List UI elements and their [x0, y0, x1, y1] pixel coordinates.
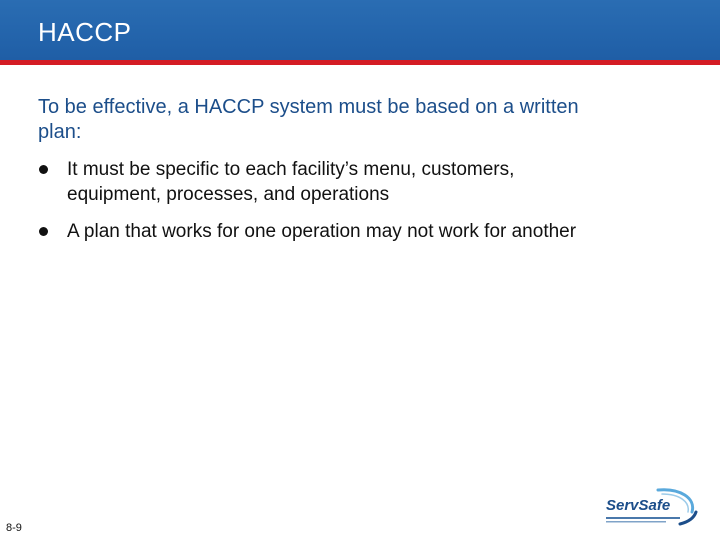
bullet-dot-icon	[39, 227, 48, 236]
bullet-list	[38, 157, 598, 256]
header-divider	[0, 60, 720, 65]
slide-number: 8-9	[6, 522, 22, 534]
bullet-text: It must be specific to each facility’s menu, customers, equipment, processes, and operations	[67, 159, 515, 205]
slide-title: HACCP	[38, 17, 132, 47]
bullet-item	[38, 157, 598, 207]
bullet-dot-icon	[39, 165, 48, 174]
intro-text: To be effective, a HACCP system must be based on a written plan:	[38, 96, 579, 143]
servsafe-logo-icon	[600, 486, 700, 530]
bullet-text: A plan that works for one operation may not work for another	[67, 221, 577, 242]
logo-wordmark: ServSafe	[606, 497, 671, 514]
header-bar	[0, 0, 720, 60]
bullet-item	[38, 219, 598, 244]
